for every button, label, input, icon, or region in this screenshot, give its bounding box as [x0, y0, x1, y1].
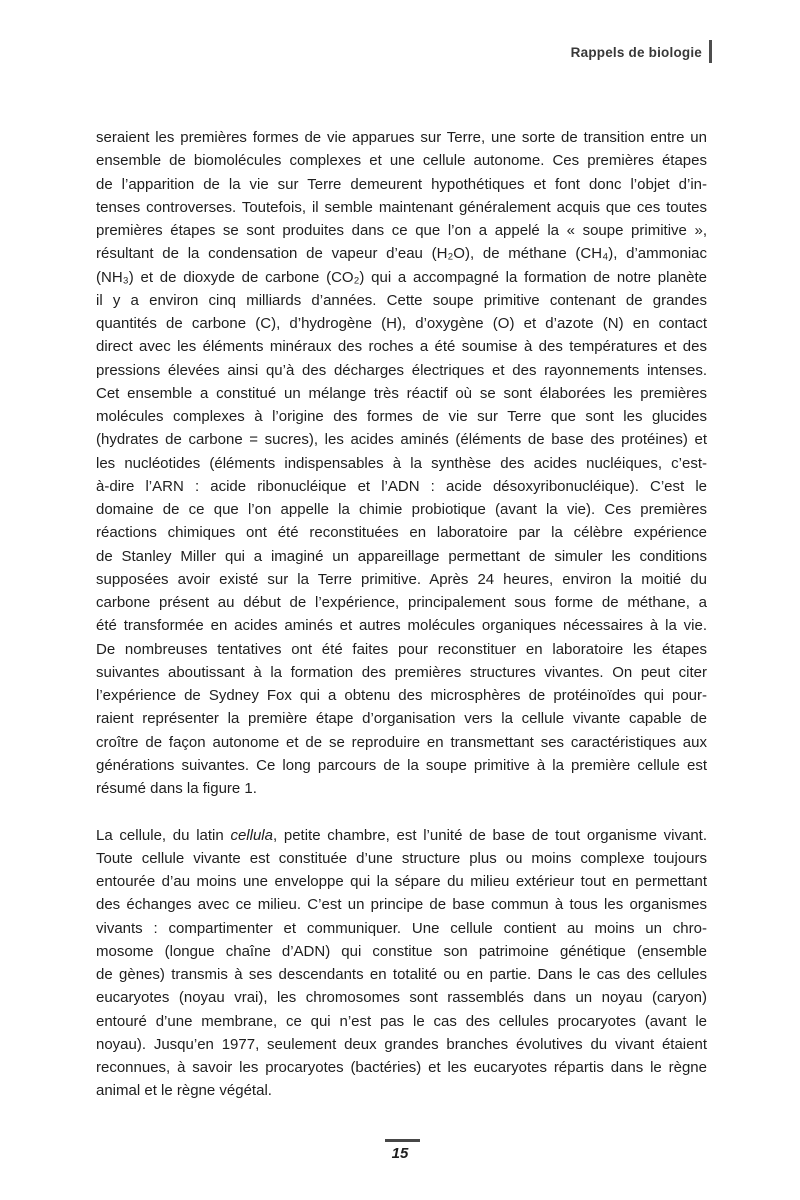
- text-line: entourée d’au moins une enveloppe qui la sépare du milieu extérieur tout en permettant: [96, 873, 707, 890]
- text-line: à-dire l’ARN : acide ribonucléique et l’ADN : acide désoxyribonucléique). C’est le: [96, 477, 707, 495]
- text-line: Toute cellule vivante est constituée d’une structure plus ou moins complexe toujours: [96, 849, 707, 867]
- text-line: De nombreuses tentatives ont été faites pour reconstituer en laboratoire les étapes: [96, 640, 707, 658]
- text-line: pressions élevées ainsi qu’à des décharges électriques et des rayonnements intenses.: [96, 361, 707, 379]
- text-line: de l’apparition de la vie sur Terre demeurent hypothétiques et font donc l’objet d’in-: [96, 175, 707, 193]
- text-line: carbone présent au début de l’expérience, principalement sous forme de méthane, a: [96, 594, 707, 611]
- text-line: réactions chimiques ont été reconstituées en laboratoire par la célèbre expérience: [96, 524, 707, 542]
- text-line: mosome (longue chaîne d’ADN) qui constitue son patrimoine génétique (ensemble: [96, 942, 707, 960]
- paragraph-gap: [96, 800, 707, 823]
- running-header: Rappels de biologie: [570, 45, 702, 60]
- text-line: les nucléotides (éléments indispensables à la synthèse des acides nucléiques, c’est-: [96, 454, 707, 472]
- text-line: eucaryotes (noyau vrai), les chromosomes sont rassemblés dans un noyau (caryon): [96, 989, 707, 1007]
- text-line: ensemble de biomolécules complexes et une cellule autonome. Ces premières étapes: [96, 152, 707, 170]
- text-line: animal et le règne végétal.: [96, 1082, 272, 1100]
- text-line: molécules complexes à l’origine des formes de vie sur Terre que sont les glucides: [96, 408, 707, 425]
- text-line: résumé dans la figure 1.: [96, 780, 257, 797]
- text-line: entouré d’une membrane, ce qui n’est pas le cas des cellules procaryotes (avant le: [96, 1012, 707, 1030]
- text-line: supposées avoir existé sur la Terre primitive. Après 24 heures, environ la moitié du: [96, 570, 707, 588]
- text-line: (NH₃) et de dioxyde de carbone (CO₂) qui a accompagné la formation de notre planète: [96, 268, 707, 286]
- text-line: de gènes) transmis à ses descendants en totalité ou en partie. Dans le cas des cellules: [96, 966, 707, 983]
- text-line: générations suivantes. Ce long parcours de la soupe primitive à la première cellule est: [96, 756, 707, 774]
- text-line: suivantes aboutissant à la formation des premières structures vivantes. On peut citer: [96, 663, 707, 681]
- latin-term: cellula: [230, 826, 273, 844]
- text-line: Cet ensemble a constitué un mélange très réactif où se sont élaborées les premières: [96, 384, 707, 402]
- text-line: tenses controverses. Toutefois, il semble maintenant généralement acquis que ces toutes: [96, 198, 707, 216]
- text-line: noyau). Jusqu’en 1977, seulement deux grandes branches évolutives du vivant étaient: [96, 1035, 707, 1053]
- page-number: 15: [391, 1145, 409, 1162]
- text-line: quantités de carbone (C), d’hydrogène (H), d’oxygène (O) et d’azote (N) en contact: [96, 315, 707, 332]
- text-line: croître de façon autonome et de se reproduire en transmettant ses caractéristiques aux: [96, 733, 707, 751]
- text-segment: , petite chambre, est l’unité de base de tout organisme vivant.: [272, 826, 707, 844]
- text-line: raient représenter la première étape d’organisation vers la cellule vivante capable de: [96, 710, 707, 728]
- text-line: résultant de la condensation de vapeur d’eau (H₂O), de méthane (CH₄), d’ammoniac: [96, 245, 707, 263]
- text-line: il y a environ cinq milliards d’années. Cette soupe primitive contenant de grandes: [96, 291, 707, 309]
- text-line: (hydrates de carbone = sucres), les acides aminés (éléments de base des protéines) et: [96, 431, 707, 449]
- text-line: de Stanley Miller qui a imaginé un appareillage permettant de simuler les conditions: [96, 547, 707, 565]
- text-line: été transformée en acides aminés et autres molécules organiques nécessaires à la vie.: [96, 617, 707, 635]
- text-segment: La cellule, du latin: [96, 826, 231, 844]
- text-line: [96, 824, 707, 847]
- text-line: vivants : compartimenter et communiquer. Une cellule contient au moins un chro-: [96, 919, 707, 937]
- text-line: premières étapes se sont produites dans ce que l’on a appelé la « soupe primitive »,: [96, 222, 707, 239]
- text-line: reconnues, à savoir les procaryotes (bactéries) et les eucaryotes répartis dans le règne: [96, 1059, 707, 1076]
- text-line: l’expérience de Sydney Fox qui a obtenu des microsphères de protéinoïdes qui pour-: [96, 687, 707, 704]
- text-line: des échanges avec ce milieu. C’est un principe de base commun à tous les organismes: [96, 896, 707, 914]
- body-text: [96, 126, 707, 1103]
- header-rule: [709, 40, 712, 63]
- footer-rule: [385, 1139, 420, 1142]
- text-line: domaine de ce que l’on appelle la chimie probiotique (avant la vie). Ces premières: [96, 501, 707, 518]
- text-line: seraient les premières formes de vie apparues sur Terre, une sorte de transition entre un: [96, 129, 707, 146]
- text-line: direct avec les éléments minéraux des roches a été soumise à des températures et des: [96, 338, 707, 356]
